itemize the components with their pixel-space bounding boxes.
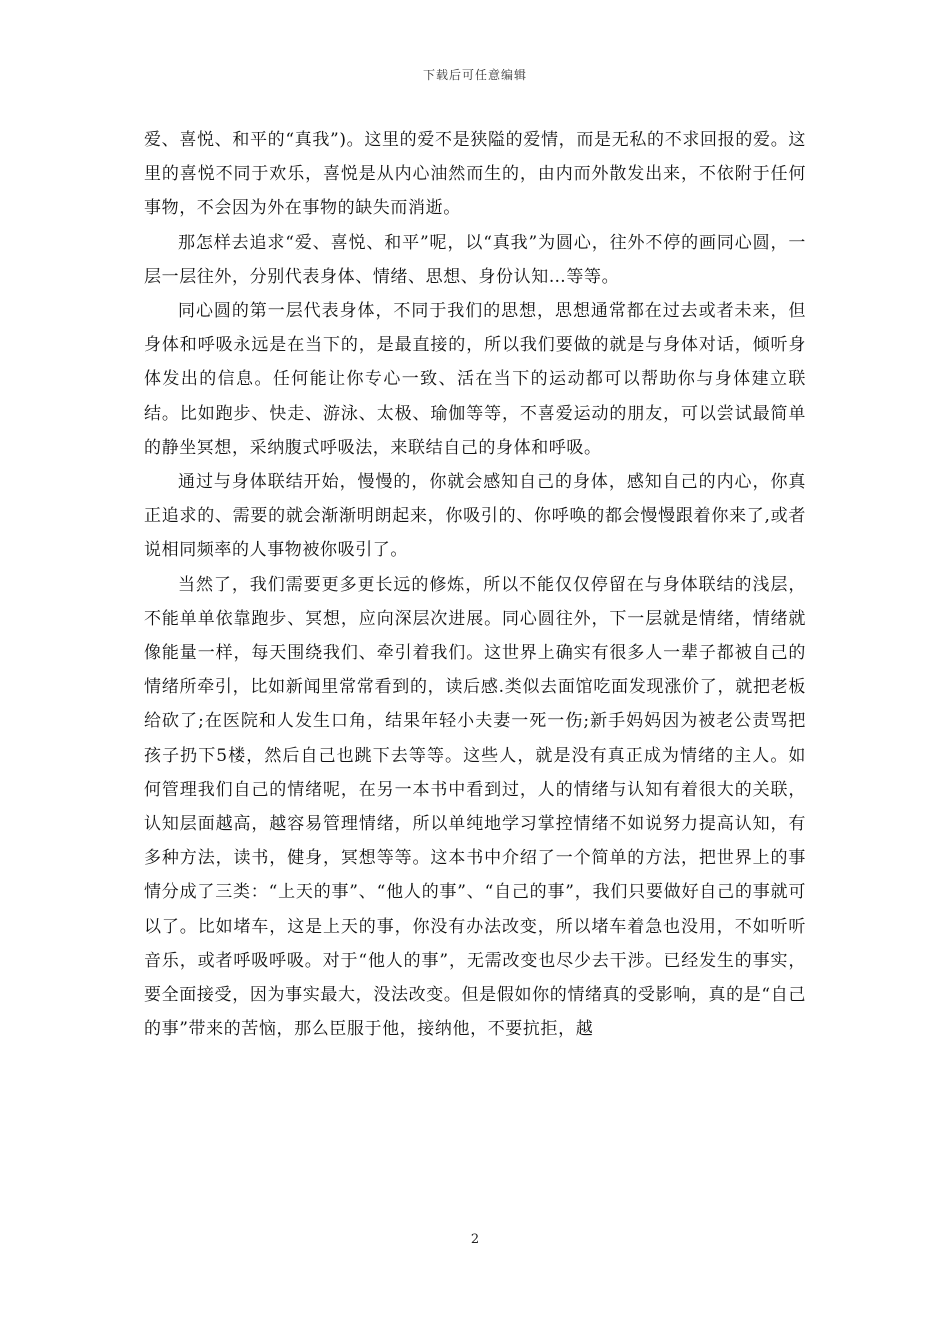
page-number: 2 — [470, 1232, 480, 1247]
paragraph-2: 那怎样去追求“爱、喜悦、和平”呢，以“真我”为圆心，往外不停的画同心圆，一层一层往外，分别代表身体、情绪、思想、身份认知…等等。 — [144, 232, 806, 287]
paragraph-3: 同心圆的第一层代表身体，不同于我们的思想，思想通常都在过去或者未来，但身体和呼吸永远是在当下的，是最直接的，所以我们要做的就是与身体对话，倾听身体发出的信息。任何能让你专心一致、活在当下的运动都可以帮助你与身体建立联结。比如跑步、快走、游泳、太极、瑜伽等等，不喜爱运动的朋友，可以尝试最简单的静坐冥想，采纳腹式呼吸法，来联结自己的身体和呼吸。 — [144, 301, 806, 458]
paragraph-1: 爱、喜悦、和平的“真我”)。这里的爱不是狭隘的爱情，而是无私的不求回报的爱。这里的喜悦不同于欢乐，喜悦是从内心油然而生的，由内而外散发出来，不依附于任何事物，不会因为外在事物的缺失而消逝。 — [144, 130, 806, 219]
page-header: 下载后可任意编辑 — [422, 68, 527, 82]
paragraph-4: 通过与身体联结开始，慢慢的，你就会感知自己的身体，感知自己的内心，你真正追求的、需要的就会渐渐明朗起来，你吸引的、你呼唤的都会慢慢跟着你来了,或者说相同频率的人事物被你吸引了。 — [144, 472, 806, 561]
document-body — [144, 123, 806, 1046]
paragraph-5: 当然了，我们需要更多更长远的修炼，所以不能仅仅停留在与身体联结的浅层，不能单单依靠跑步、冥想，应向深层次进展。同心圆往外，下一层就是情绪，情绪就像能量一样，每天围绕我们、牵引着我们。这世界上确实有很多人一辈子都被自己的情绪所牵引，比如新闻里常常看到的，读后感.类似去面馆吃面发现涨价了，就把老板给砍了;在医院和人发生口角，结果年轻小夫妻一死一伤;新手妈妈因为被老公责骂把孩子扔下5楼，然后自己也跳下去等等。这些人，就是没有真正成为情绪的主人。如何管理我们自己的情绪呢，在另一本书中看到过，人的情绪与认知有着很大的关联，认知层面越高，越容易管理情绪，所以单纯地学习掌控情绪不如说努力提高认知，有多种方法，读书，健身，冥想等等。这本书中介绍了一个简单的方法，把世界上的事情分成了三类：“上天的事”、“他人的事”、“自己的事”，我们只要做好自己的事就可以了。比如堵车，这是上天的事，你没有办法改变，所以堵车着急也没用，不如听听音乐，或者呼吸呼吸。对于“他人的事”，无需改变也尽少去干涉。已经发生的事实，要全面接受，因为事实最大，没法改变。但是假如你的情绪真的受影响，真的是“自己的事”带来的苦恼，那么臣服于他，接纳他，不要抗拒，越 — [144, 574, 806, 1040]
